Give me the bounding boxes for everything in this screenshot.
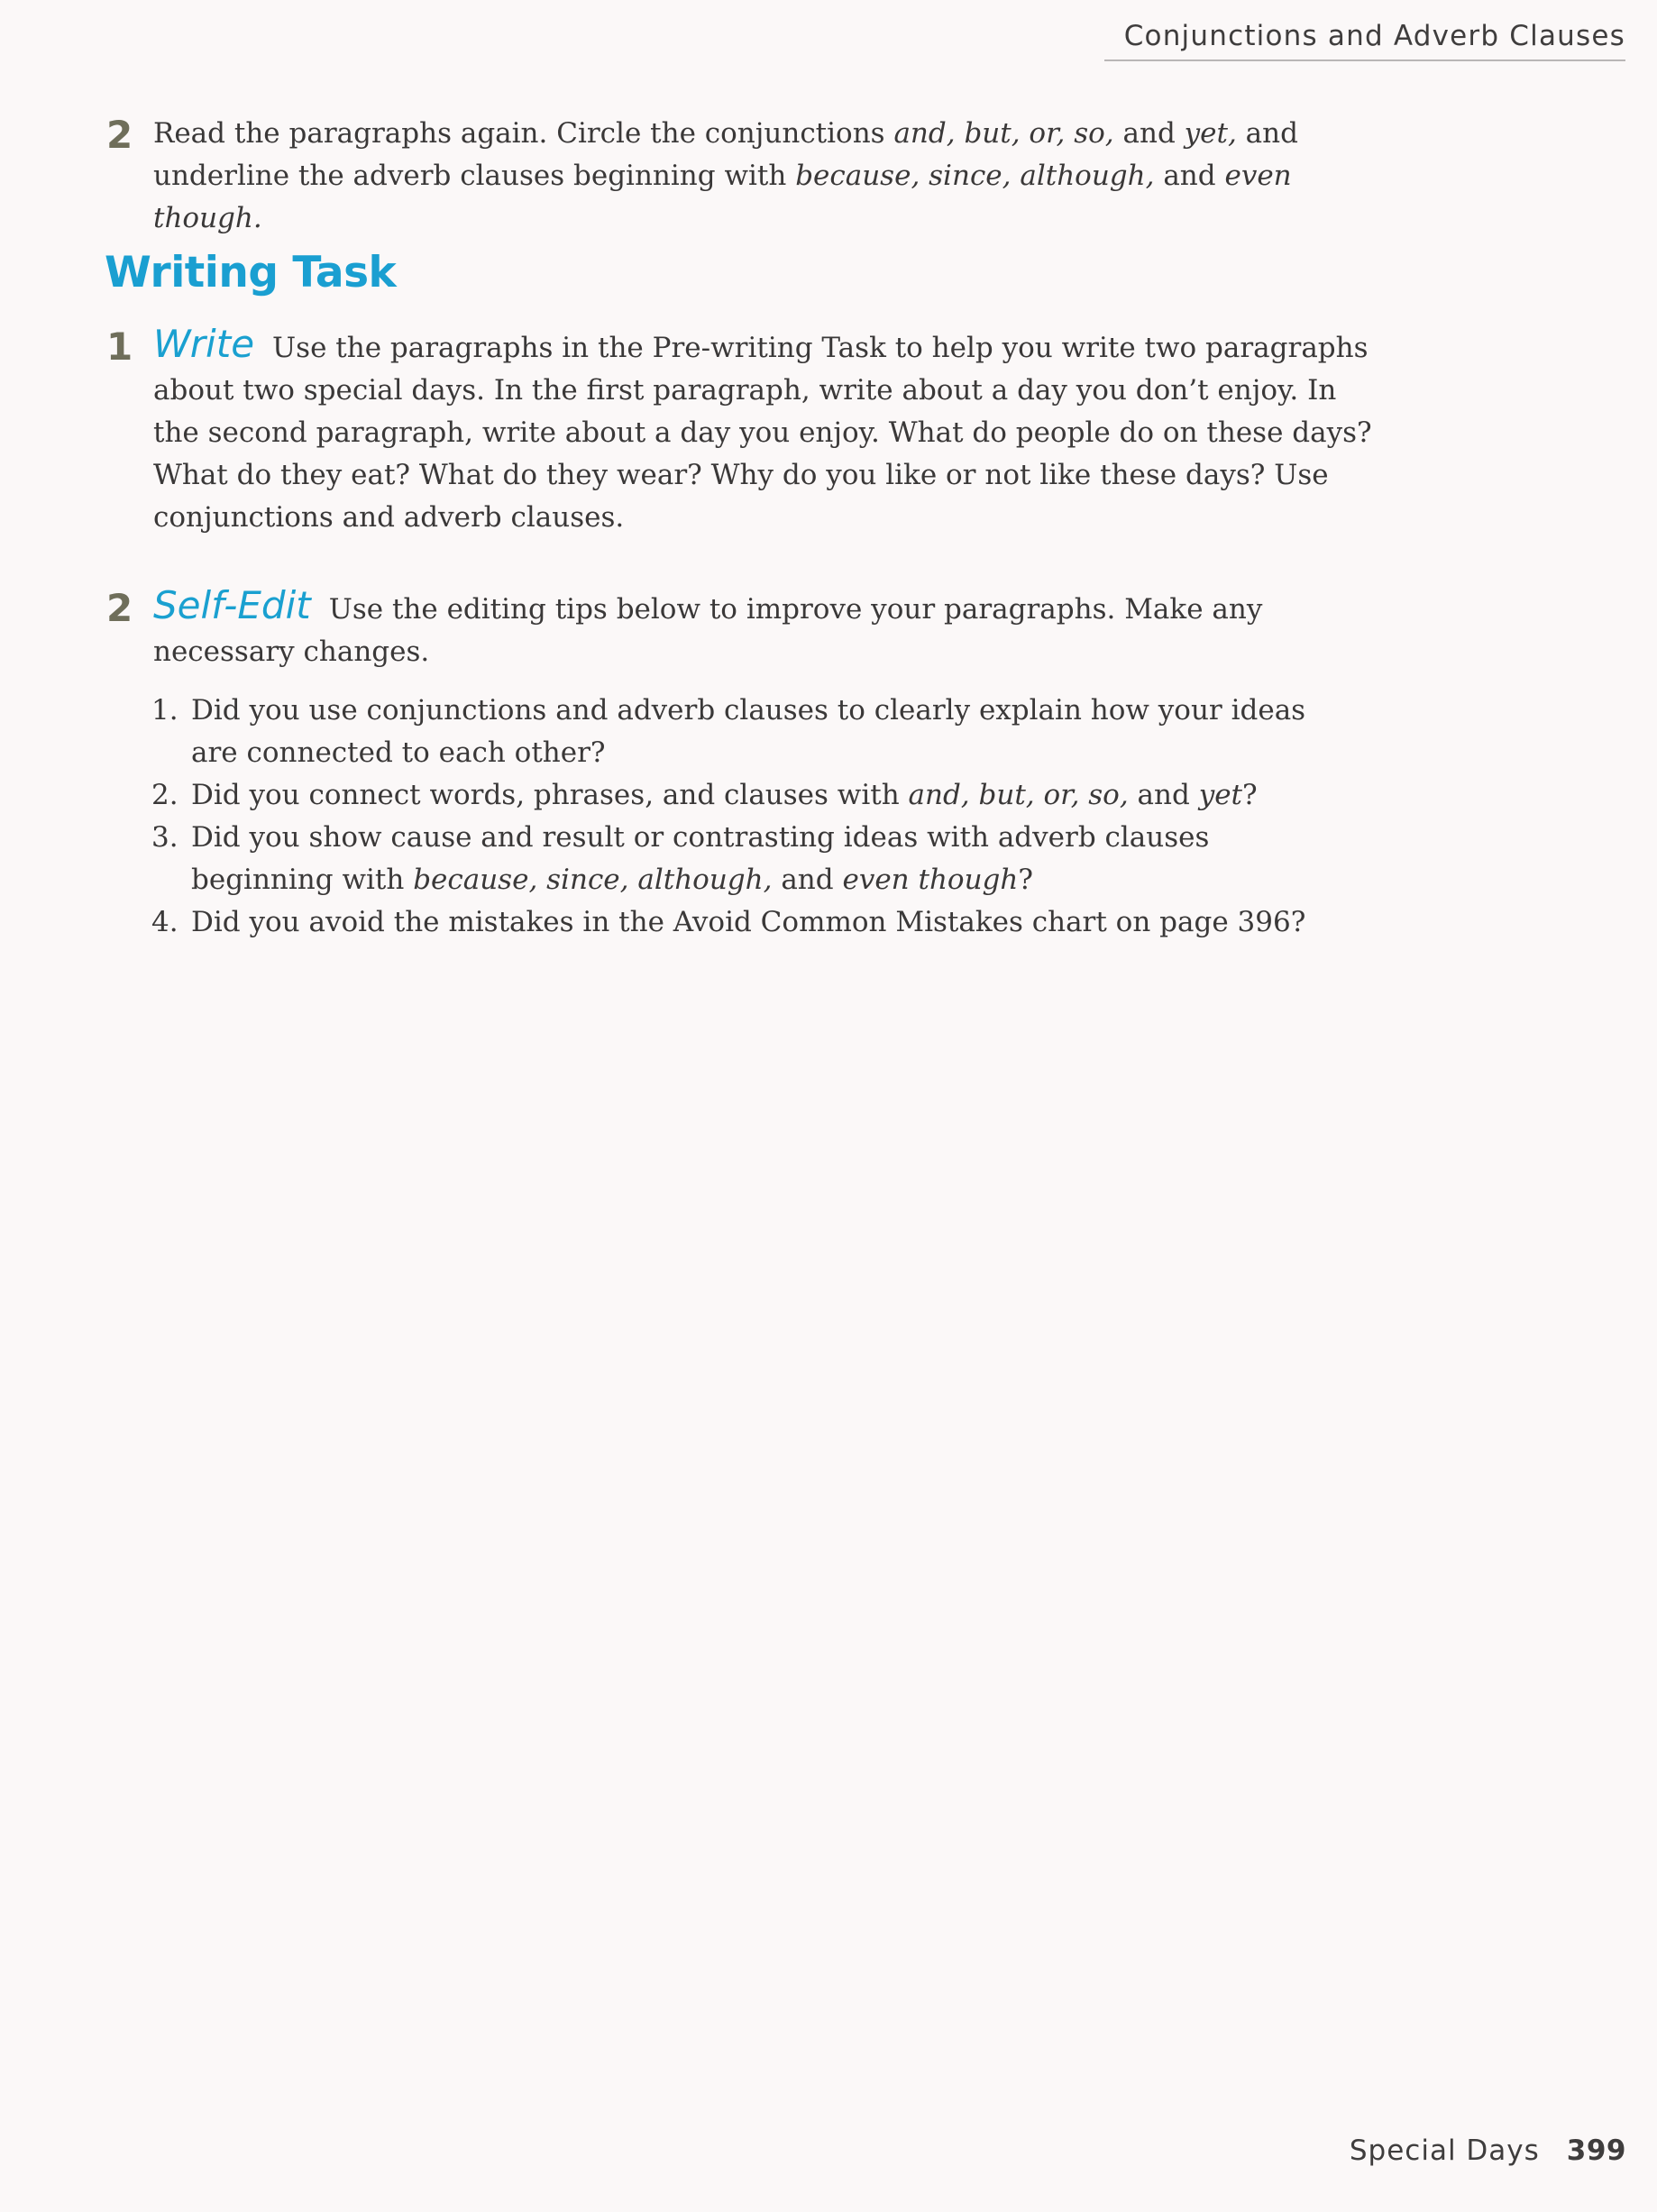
- checklist-item: [151, 901, 1350, 944]
- checklist-item: [151, 690, 1350, 774]
- page-number: 399: [1566, 2134, 1626, 2167]
- section-title: Writing Task: [105, 248, 397, 297]
- self-edit-text: Use the editing tips below to improve your paragraphs. Make any necessary changes.: [153, 593, 1263, 668]
- checklist-item: [151, 817, 1350, 901]
- self-edit-label: Self-Edit: [153, 583, 311, 627]
- exercise-2: [106, 113, 1387, 240]
- checklist-item-text: Did you avoid the mistakes in the Avoid Common Mistakes chart on page 396?: [191, 906, 1306, 938]
- checklist-item-italic: even though: [842, 864, 1019, 896]
- write-task: [106, 323, 1387, 539]
- write-task-number: 1: [106, 324, 133, 369]
- chapter-title: Special Days: [1349, 2134, 1540, 2167]
- instr-text-1: Read the paragraphs again. Circle the conjunctions: [153, 117, 894, 150]
- write-label: Write: [153, 322, 255, 366]
- checklist-item-text: Did you connect words, phrases, and clauses with: [191, 779, 909, 811]
- checklist-item-number: 2.: [151, 779, 179, 811]
- checklist-item-italic: and, but, or, so,: [908, 779, 1129, 811]
- instr-adverb-last: even though.: [153, 160, 1292, 234]
- running-head: Conjunctions and Adverb Clauses: [1104, 18, 1625, 61]
- checklist-item-text: ?: [1242, 779, 1258, 811]
- checklist-item-number: 3.: [151, 821, 179, 854]
- checklist-item-text: and: [1128, 779, 1199, 811]
- checklist-item: [151, 774, 1350, 817]
- instr-text-4: and: [1154, 160, 1225, 192]
- exercise-number: 2: [106, 113, 133, 157]
- exercise-instructions: [153, 113, 1387, 240]
- write-task-body: [153, 323, 1387, 539]
- instr-conjunctions: and, but, or, so,: [893, 117, 1114, 150]
- checklist-item-number: 4.: [151, 906, 179, 938]
- editing-checklist: [151, 690, 1350, 944]
- self-edit-body: [153, 584, 1387, 673]
- write-task-text: Use the paragraphs in the Pre-writing Task to help you write two paragraphs about two special days. In the first paragraph, write about a day you don’t enjoy. In the second paragraph, write about a day you enjoy. What do people do on these days? What do they eat? What do they wear? Why do you like or not like these days? Use conjunctions and adverb clauses.: [153, 332, 1372, 534]
- instr-text-3: and underline the adverb clauses beginning with: [153, 117, 1298, 192]
- instr-text-2: and: [1113, 117, 1185, 150]
- checklist-item-text: Did you show cause and result or contrasting ideas with adverb clauses beginning with: [191, 821, 1210, 896]
- self-edit-task: [106, 584, 1387, 673]
- instr-conj-yet: yet,: [1184, 117, 1237, 150]
- page-footer: [1350, 2134, 1626, 2167]
- checklist-item-text: ?: [1018, 864, 1033, 896]
- self-edit-number: 2: [106, 586, 133, 630]
- checklist-item-italic: because, since, although,: [413, 864, 773, 896]
- checklist-item-text: Did you use conjunctions and adverb clauses to clearly explain how your ideas are connected to each other?: [191, 694, 1306, 769]
- checklist-item-text: and: [772, 864, 843, 896]
- instr-adverbs: because, since, although,: [795, 160, 1155, 192]
- checklist-item-italic: yet: [1198, 779, 1243, 811]
- checklist-item-number: 1.: [151, 694, 179, 727]
